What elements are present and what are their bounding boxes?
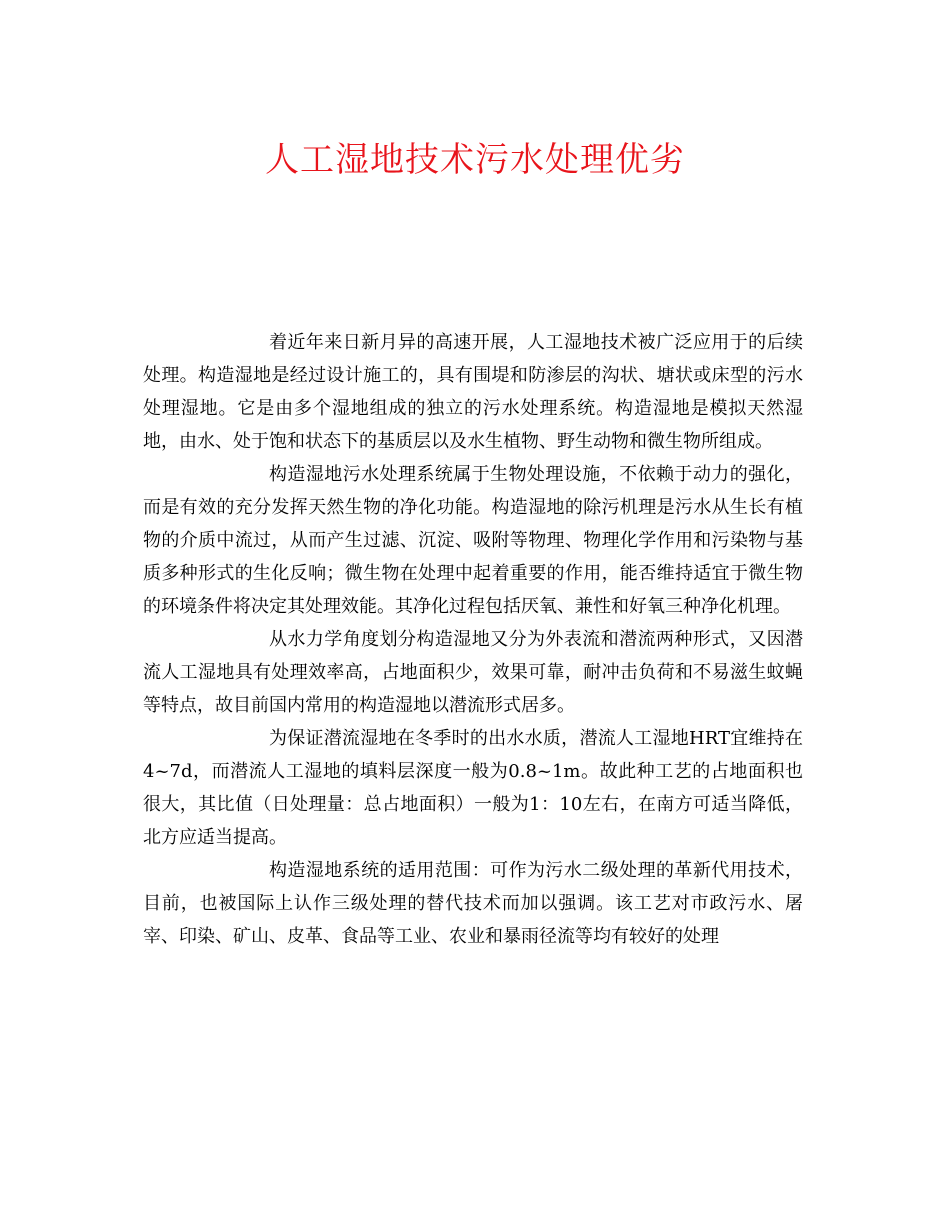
- page-title: 人工湿地技术污水处理优劣: [265, 140, 685, 180]
- paragraph-1: 着近年来日新月异的高速开展，人工湿地技术被广泛应用于的后续处理。构造湿地是经过设计施工的，具有围堤和防渗层的沟状、塘状或床型的污水处理湿地。它是由多个湿地组成的独立的污水处理系统。构造湿地是模拟天然湿地，由水、处于饱和状态下的基质层以及水生植物、野生动物和微生物所组成。: [143, 332, 803, 452]
- paragraph-3: 从水力学角度划分构造湿地又分为外表流和潜流两种形式，又因潜流人工湿地具有处理效率高，占地面积少，效果可靠，耐冲击负荷和不易滋生蚊蝇等特点，故目前国内常用的构造湿地以潜流形式居多。: [143, 629, 803, 716]
- paragraph-4: 为保证潜流湿地在冬季时的出水水质，潜流人工湿地HRT宜维持在4~7d，而潜流人工湿地的填料层深度一般为0.8~1m。故此种工艺的占地面积也很大，其比值（日处理量：总占地面积）一般为1：10左右，在南方可适当降低，北方应适当提高。: [143, 728, 803, 848]
- paragraph-5: 构造湿地系统的适用范围：可作为污水二级处理的革新代用技术，目前，也被国际上认作三级处理的替代技术而加以强调。该工艺对市政污水、屠宰、印染、矿山、皮革、食品等工业、农业和暴雨径流等均有较好的处理: [143, 860, 803, 947]
- document-body: [143, 326, 803, 953]
- paragraph-2: 构造湿地污水处理系统属于生物处理设施，不依赖于动力的强化，而是有效的充分发挥天然生物的净化功能。构造湿地的除污机理是污水从生长有植物的介质中流过，从而产生过滤、沉淀、吸附等物理、物理化学作用和污染物与基质多种形式的生化反响；微生物在处理中起着重要的作用，能否维持适宜于微生物的环境条件将决定其处理效能。其净化过程包括厌氧、兼性和好氧三种净化机理。: [143, 464, 803, 617]
